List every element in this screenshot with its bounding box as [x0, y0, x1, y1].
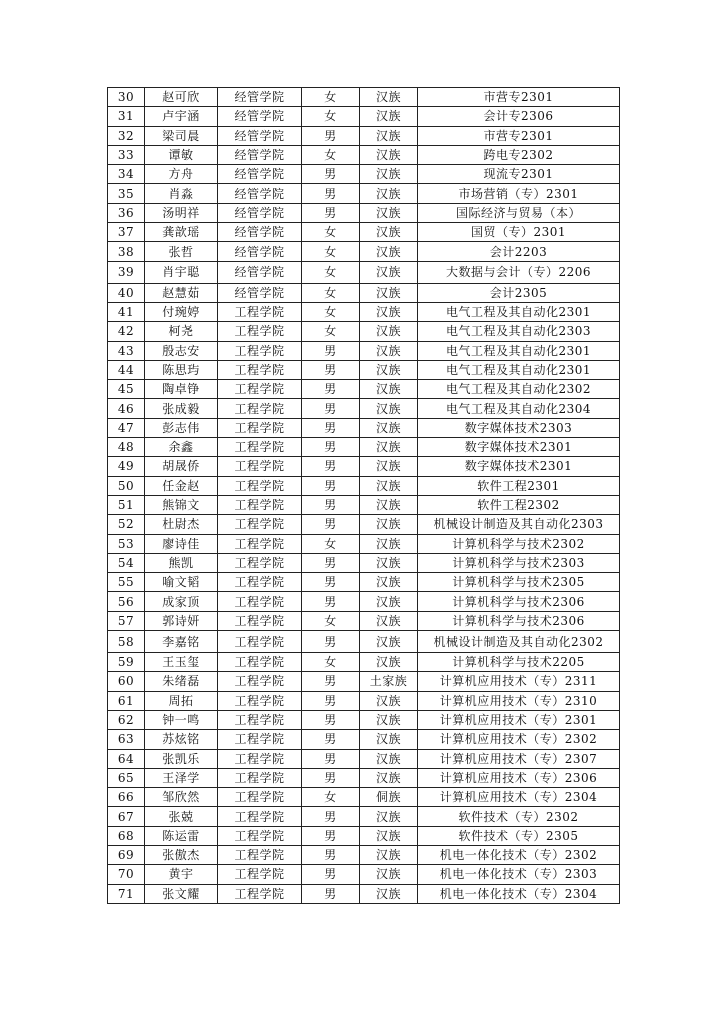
gender-cell: 女 — [302, 283, 360, 302]
gender-cell: 女 — [302, 653, 360, 672]
gender-cell: 女 — [302, 242, 360, 261]
table-row — [108, 399, 620, 418]
ethnicity-cell: 汉族 — [360, 476, 418, 495]
table-row — [108, 553, 620, 572]
ethnicity-cell: 汉族 — [360, 611, 418, 630]
class-name-cell: 机电一体化技术（专）2303 — [418, 865, 620, 884]
table-row — [108, 573, 620, 592]
college-cell: 工程学院 — [218, 495, 302, 514]
ethnicity-cell: 土家族 — [360, 672, 418, 691]
row-number-cell: 67 — [108, 807, 145, 826]
college-cell: 工程学院 — [218, 515, 302, 534]
table-row — [108, 495, 620, 514]
ethnicity-cell: 汉族 — [360, 380, 418, 399]
college-cell: 工程学院 — [218, 360, 302, 379]
row-number-cell: 31 — [108, 107, 145, 126]
class-name-cell: 机电一体化技术（专）2304 — [418, 884, 620, 903]
class-name-cell: 计算机科学与技术2205 — [418, 653, 620, 672]
class-name-cell: 大数据与会计（专）2206 — [418, 261, 620, 283]
ethnicity-cell: 汉族 — [360, 107, 418, 126]
student-name-cell: 张凯乐 — [145, 749, 218, 768]
class-name-cell: 软件技术（专）2305 — [418, 826, 620, 845]
table-row — [108, 476, 620, 495]
college-cell: 工程学院 — [218, 438, 302, 457]
class-name-cell: 市营专2301 — [418, 88, 620, 107]
student-name-cell: 汤明祥 — [145, 203, 218, 222]
college-cell: 工程学院 — [218, 788, 302, 807]
student-name-cell: 梁司晨 — [145, 126, 218, 145]
gender-cell: 男 — [302, 730, 360, 749]
ethnicity-cell: 汉族 — [360, 165, 418, 184]
college-cell: 工程学院 — [218, 611, 302, 630]
table-row — [108, 184, 620, 203]
gender-cell: 女 — [302, 223, 360, 242]
student-name-cell: 柯尧 — [145, 322, 218, 341]
gender-cell: 男 — [302, 845, 360, 864]
gender-cell: 男 — [302, 126, 360, 145]
row-number-cell: 50 — [108, 476, 145, 495]
college-cell: 工程学院 — [218, 476, 302, 495]
row-number-cell: 53 — [108, 534, 145, 553]
college-cell: 工程学院 — [218, 653, 302, 672]
student-name-cell: 张兢 — [145, 807, 218, 826]
class-name-cell: 电气工程及其自动化2303 — [418, 322, 620, 341]
row-number-cell: 69 — [108, 845, 145, 864]
ethnicity-cell: 汉族 — [360, 845, 418, 864]
class-name-cell: 机械设计制造及其自动化2302 — [418, 631, 620, 653]
class-name-cell: 电气工程及其自动化2304 — [418, 399, 620, 418]
ethnicity-cell: 汉族 — [360, 534, 418, 553]
ethnicity-cell: 汉族 — [360, 223, 418, 242]
row-number-cell: 65 — [108, 768, 145, 787]
student-name-cell: 赵慧茹 — [145, 283, 218, 302]
college-cell: 经管学院 — [218, 145, 302, 164]
gender-cell: 男 — [302, 495, 360, 514]
ethnicity-cell: 汉族 — [360, 653, 418, 672]
student-name-cell: 杜尉杰 — [145, 515, 218, 534]
table-row — [108, 730, 620, 749]
college-cell: 工程学院 — [218, 672, 302, 691]
student-name-cell: 苏炫铭 — [145, 730, 218, 749]
class-name-cell: 电气工程及其自动化2302 — [418, 380, 620, 399]
gender-cell: 男 — [302, 826, 360, 845]
gender-cell: 男 — [302, 672, 360, 691]
student-name-cell: 陶卓铮 — [145, 380, 218, 399]
gender-cell: 男 — [302, 592, 360, 611]
college-cell: 经管学院 — [218, 107, 302, 126]
student-name-cell: 付琬婷 — [145, 302, 218, 321]
ethnicity-cell: 汉族 — [360, 184, 418, 203]
ethnicity-cell: 汉族 — [360, 418, 418, 437]
row-number-cell: 52 — [108, 515, 145, 534]
college-cell: 工程学院 — [218, 592, 302, 611]
student-name-cell: 廖诗佳 — [145, 534, 218, 553]
row-number-cell: 60 — [108, 672, 145, 691]
row-number-cell: 38 — [108, 242, 145, 261]
gender-cell: 男 — [302, 360, 360, 379]
college-cell: 工程学院 — [218, 399, 302, 418]
student-name-cell: 王泽学 — [145, 768, 218, 787]
row-number-cell: 49 — [108, 457, 145, 476]
gender-cell: 男 — [302, 476, 360, 495]
ethnicity-cell: 汉族 — [360, 865, 418, 884]
ethnicity-cell: 汉族 — [360, 283, 418, 302]
class-name-cell: 计算机科学与技术2302 — [418, 534, 620, 553]
ethnicity-cell: 汉族 — [360, 341, 418, 360]
college-cell: 工程学院 — [218, 457, 302, 476]
college-cell: 工程学院 — [218, 573, 302, 592]
student-name-cell: 肖宇聪 — [145, 261, 218, 283]
table-row — [108, 749, 620, 768]
student-name-cell: 方舟 — [145, 165, 218, 184]
class-name-cell: 会计2305 — [418, 283, 620, 302]
row-number-cell: 45 — [108, 380, 145, 399]
row-number-cell: 59 — [108, 653, 145, 672]
college-cell: 工程学院 — [218, 302, 302, 321]
class-name-cell: 市场营销（专）2301 — [418, 184, 620, 203]
college-cell: 工程学院 — [218, 710, 302, 729]
row-number-cell: 68 — [108, 826, 145, 845]
table-row — [108, 380, 620, 399]
row-number-cell: 66 — [108, 788, 145, 807]
college-cell: 工程学院 — [218, 768, 302, 787]
class-name-cell: 国贸（专）2301 — [418, 223, 620, 242]
row-number-cell: 47 — [108, 418, 145, 437]
ethnicity-cell: 汉族 — [360, 826, 418, 845]
student-name-cell: 彭志伟 — [145, 418, 218, 437]
class-name-cell: 计算机应用技术（专）2301 — [418, 710, 620, 729]
class-name-cell: 会计2203 — [418, 242, 620, 261]
table-row — [108, 107, 620, 126]
class-name-cell: 电气工程及其自动化2301 — [418, 341, 620, 360]
ethnicity-cell: 汉族 — [360, 438, 418, 457]
row-number-cell: 41 — [108, 302, 145, 321]
college-cell: 经管学院 — [218, 203, 302, 222]
ethnicity-cell: 汉族 — [360, 710, 418, 729]
class-name-cell: 计算机应用技术（专）2304 — [418, 788, 620, 807]
ethnicity-cell: 汉族 — [360, 553, 418, 572]
table-row — [108, 534, 620, 553]
table-row — [108, 165, 620, 184]
gender-cell: 男 — [302, 380, 360, 399]
row-number-cell: 63 — [108, 730, 145, 749]
class-name-cell: 数字媒体技术2301 — [418, 438, 620, 457]
college-cell: 经管学院 — [218, 88, 302, 107]
college-cell: 工程学院 — [218, 380, 302, 399]
row-number-cell: 39 — [108, 261, 145, 283]
class-name-cell: 计算机应用技术（专）2302 — [418, 730, 620, 749]
table-row — [108, 418, 620, 437]
gender-cell: 男 — [302, 438, 360, 457]
table-row — [108, 203, 620, 222]
ethnicity-cell: 汉族 — [360, 261, 418, 283]
row-number-cell: 58 — [108, 631, 145, 653]
table-row — [108, 283, 620, 302]
row-number-cell: 51 — [108, 495, 145, 514]
ethnicity-cell: 汉族 — [360, 399, 418, 418]
row-number-cell: 44 — [108, 360, 145, 379]
student-name-cell: 谭敏 — [145, 145, 218, 164]
table-row — [108, 826, 620, 845]
ethnicity-cell: 汉族 — [360, 884, 418, 903]
table-row — [108, 865, 620, 884]
table-row — [108, 768, 620, 787]
gender-cell: 男 — [302, 341, 360, 360]
student-name-cell: 张成毅 — [145, 399, 218, 418]
ethnicity-cell: 汉族 — [360, 768, 418, 787]
college-cell: 工程学院 — [218, 884, 302, 903]
class-name-cell: 电气工程及其自动化2301 — [418, 302, 620, 321]
row-number-cell: 43 — [108, 341, 145, 360]
table-row — [108, 438, 620, 457]
table-row — [108, 457, 620, 476]
row-number-cell: 64 — [108, 749, 145, 768]
student-name-cell: 钟一鸣 — [145, 710, 218, 729]
college-cell: 工程学院 — [218, 418, 302, 437]
gender-cell: 男 — [302, 184, 360, 203]
student-name-cell: 肖淼 — [145, 184, 218, 203]
gender-cell: 女 — [302, 107, 360, 126]
row-number-cell: 56 — [108, 592, 145, 611]
gender-cell: 男 — [302, 631, 360, 653]
table-row — [108, 672, 620, 691]
class-name-cell: 软件工程2302 — [418, 495, 620, 514]
student-name-cell: 赵可欣 — [145, 88, 218, 107]
class-name-cell: 计算机科学与技术2303 — [418, 553, 620, 572]
student-roster-table — [107, 87, 620, 904]
table-row — [108, 631, 620, 653]
college-cell: 经管学院 — [218, 242, 302, 261]
student-name-cell: 陈思玙 — [145, 360, 218, 379]
class-name-cell: 机械设计制造及其自动化2303 — [418, 515, 620, 534]
student-name-cell: 熊凯 — [145, 553, 218, 572]
table-row — [108, 223, 620, 242]
gender-cell: 男 — [302, 807, 360, 826]
ethnicity-cell: 汉族 — [360, 691, 418, 710]
table-row — [108, 145, 620, 164]
table-row — [108, 322, 620, 341]
student-name-cell: 朱绪磊 — [145, 672, 218, 691]
gender-cell: 男 — [302, 710, 360, 729]
class-name-cell: 现流专2301 — [418, 165, 620, 184]
college-cell: 工程学院 — [218, 807, 302, 826]
student-name-cell: 胡晟侨 — [145, 457, 218, 476]
gender-cell: 女 — [302, 302, 360, 321]
gender-cell: 男 — [302, 165, 360, 184]
table-row — [108, 884, 620, 903]
student-name-cell: 李嘉铭 — [145, 631, 218, 653]
row-number-cell: 48 — [108, 438, 145, 457]
table-row — [108, 592, 620, 611]
college-cell: 经管学院 — [218, 126, 302, 145]
class-name-cell: 跨电专2302 — [418, 145, 620, 164]
row-number-cell: 34 — [108, 165, 145, 184]
ethnicity-cell: 汉族 — [360, 749, 418, 768]
class-name-cell: 数字媒体技术2303 — [418, 418, 620, 437]
college-cell: 工程学院 — [218, 865, 302, 884]
ethnicity-cell: 汉族 — [360, 457, 418, 476]
ethnicity-cell: 侗族 — [360, 788, 418, 807]
table-row — [108, 515, 620, 534]
college-cell: 经管学院 — [218, 283, 302, 302]
gender-cell: 男 — [302, 418, 360, 437]
college-cell: 工程学院 — [218, 553, 302, 572]
row-number-cell: 36 — [108, 203, 145, 222]
row-number-cell: 62 — [108, 710, 145, 729]
gender-cell: 女 — [302, 534, 360, 553]
college-cell: 工程学院 — [218, 534, 302, 553]
table-row — [108, 653, 620, 672]
class-name-cell: 计算机应用技术（专）2310 — [418, 691, 620, 710]
college-cell: 工程学院 — [218, 730, 302, 749]
class-name-cell: 软件技术（专）2302 — [418, 807, 620, 826]
row-number-cell: 37 — [108, 223, 145, 242]
ethnicity-cell: 汉族 — [360, 145, 418, 164]
student-name-cell: 张傲杰 — [145, 845, 218, 864]
row-number-cell: 71 — [108, 884, 145, 903]
class-name-cell: 机电一体化技术（专）2302 — [418, 845, 620, 864]
college-cell: 工程学院 — [218, 691, 302, 710]
class-name-cell: 计算机应用技术（专）2307 — [418, 749, 620, 768]
row-number-cell: 57 — [108, 611, 145, 630]
gender-cell: 女 — [302, 611, 360, 630]
table-row — [108, 242, 620, 261]
student-name-cell: 王玉玺 — [145, 653, 218, 672]
gender-cell: 女 — [302, 88, 360, 107]
table-row — [108, 611, 620, 630]
student-name-cell: 殷志安 — [145, 341, 218, 360]
table-row — [108, 360, 620, 379]
college-cell: 工程学院 — [218, 845, 302, 864]
ethnicity-cell: 汉族 — [360, 631, 418, 653]
gender-cell: 男 — [302, 768, 360, 787]
class-name-cell: 数字媒体技术2301 — [418, 457, 620, 476]
student-name-cell: 熊锦文 — [145, 495, 218, 514]
gender-cell: 男 — [302, 865, 360, 884]
ethnicity-cell: 汉族 — [360, 203, 418, 222]
table-row — [108, 691, 620, 710]
gender-cell: 男 — [302, 749, 360, 768]
class-name-cell: 软件工程2301 — [418, 476, 620, 495]
ethnicity-cell: 汉族 — [360, 302, 418, 321]
table-row — [108, 126, 620, 145]
table-row — [108, 845, 620, 864]
gender-cell: 女 — [302, 322, 360, 341]
gender-cell: 男 — [302, 203, 360, 222]
gender-cell: 男 — [302, 573, 360, 592]
row-number-cell: 54 — [108, 553, 145, 572]
class-name-cell: 计算机科学与技术2305 — [418, 573, 620, 592]
class-name-cell: 计算机科学与技术2306 — [418, 592, 620, 611]
row-number-cell: 30 — [108, 88, 145, 107]
college-cell: 工程学院 — [218, 749, 302, 768]
class-name-cell: 会计专2306 — [418, 107, 620, 126]
student-name-cell: 任金赵 — [145, 476, 218, 495]
row-number-cell: 40 — [108, 283, 145, 302]
college-cell: 工程学院 — [218, 341, 302, 360]
ethnicity-cell: 汉族 — [360, 126, 418, 145]
student-name-cell: 郭诗妍 — [145, 611, 218, 630]
row-number-cell: 46 — [108, 399, 145, 418]
gender-cell: 男 — [302, 884, 360, 903]
table-row — [108, 302, 620, 321]
row-number-cell: 42 — [108, 322, 145, 341]
ethnicity-cell: 汉族 — [360, 495, 418, 514]
student-name-cell: 周拓 — [145, 691, 218, 710]
ethnicity-cell: 汉族 — [360, 592, 418, 611]
student-name-cell: 成家顶 — [145, 592, 218, 611]
gender-cell: 男 — [302, 399, 360, 418]
document-page — [107, 87, 619, 904]
table-row — [108, 261, 620, 283]
college-cell: 工程学院 — [218, 631, 302, 653]
gender-cell: 女 — [302, 788, 360, 807]
gender-cell: 男 — [302, 457, 360, 476]
gender-cell: 女 — [302, 261, 360, 283]
ethnicity-cell: 汉族 — [360, 88, 418, 107]
ethnicity-cell: 汉族 — [360, 807, 418, 826]
student-name-cell: 喻文韬 — [145, 573, 218, 592]
table-row — [108, 788, 620, 807]
ethnicity-cell: 汉族 — [360, 322, 418, 341]
table-row — [108, 341, 620, 360]
row-number-cell: 61 — [108, 691, 145, 710]
row-number-cell: 55 — [108, 573, 145, 592]
ethnicity-cell: 汉族 — [360, 515, 418, 534]
table-row — [108, 710, 620, 729]
student-name-cell: 龚歆瑶 — [145, 223, 218, 242]
ethnicity-cell: 汉族 — [360, 360, 418, 379]
roster-table-body — [108, 88, 620, 904]
class-name-cell: 国际经济与贸易（本） — [418, 203, 620, 222]
ethnicity-cell: 汉族 — [360, 730, 418, 749]
college-cell: 工程学院 — [218, 826, 302, 845]
class-name-cell: 计算机应用技术（专）2311 — [418, 672, 620, 691]
student-name-cell: 黄宇 — [145, 865, 218, 884]
class-name-cell: 市营专2301 — [418, 126, 620, 145]
class-name-cell: 电气工程及其自动化2301 — [418, 360, 620, 379]
college-cell: 经管学院 — [218, 261, 302, 283]
table-row — [108, 88, 620, 107]
student-name-cell: 陈运雷 — [145, 826, 218, 845]
row-number-cell: 32 — [108, 126, 145, 145]
class-name-cell: 计算机应用技术（专）2306 — [418, 768, 620, 787]
student-name-cell: 邹欣然 — [145, 788, 218, 807]
table-row — [108, 807, 620, 826]
college-cell: 经管学院 — [218, 223, 302, 242]
row-number-cell: 35 — [108, 184, 145, 203]
college-cell: 工程学院 — [218, 322, 302, 341]
student-name-cell: 张哲 — [145, 242, 218, 261]
student-name-cell: 卢宇涵 — [145, 107, 218, 126]
college-cell: 经管学院 — [218, 165, 302, 184]
gender-cell: 女 — [302, 145, 360, 164]
ethnicity-cell: 汉族 — [360, 573, 418, 592]
college-cell: 经管学院 — [218, 184, 302, 203]
ethnicity-cell: 汉族 — [360, 242, 418, 261]
gender-cell: 男 — [302, 553, 360, 572]
student-name-cell: 张文耀 — [145, 884, 218, 903]
row-number-cell: 33 — [108, 145, 145, 164]
gender-cell: 男 — [302, 691, 360, 710]
student-name-cell: 余鑫 — [145, 438, 218, 457]
row-number-cell: 70 — [108, 865, 145, 884]
class-name-cell: 计算机科学与技术2306 — [418, 611, 620, 630]
gender-cell: 男 — [302, 515, 360, 534]
